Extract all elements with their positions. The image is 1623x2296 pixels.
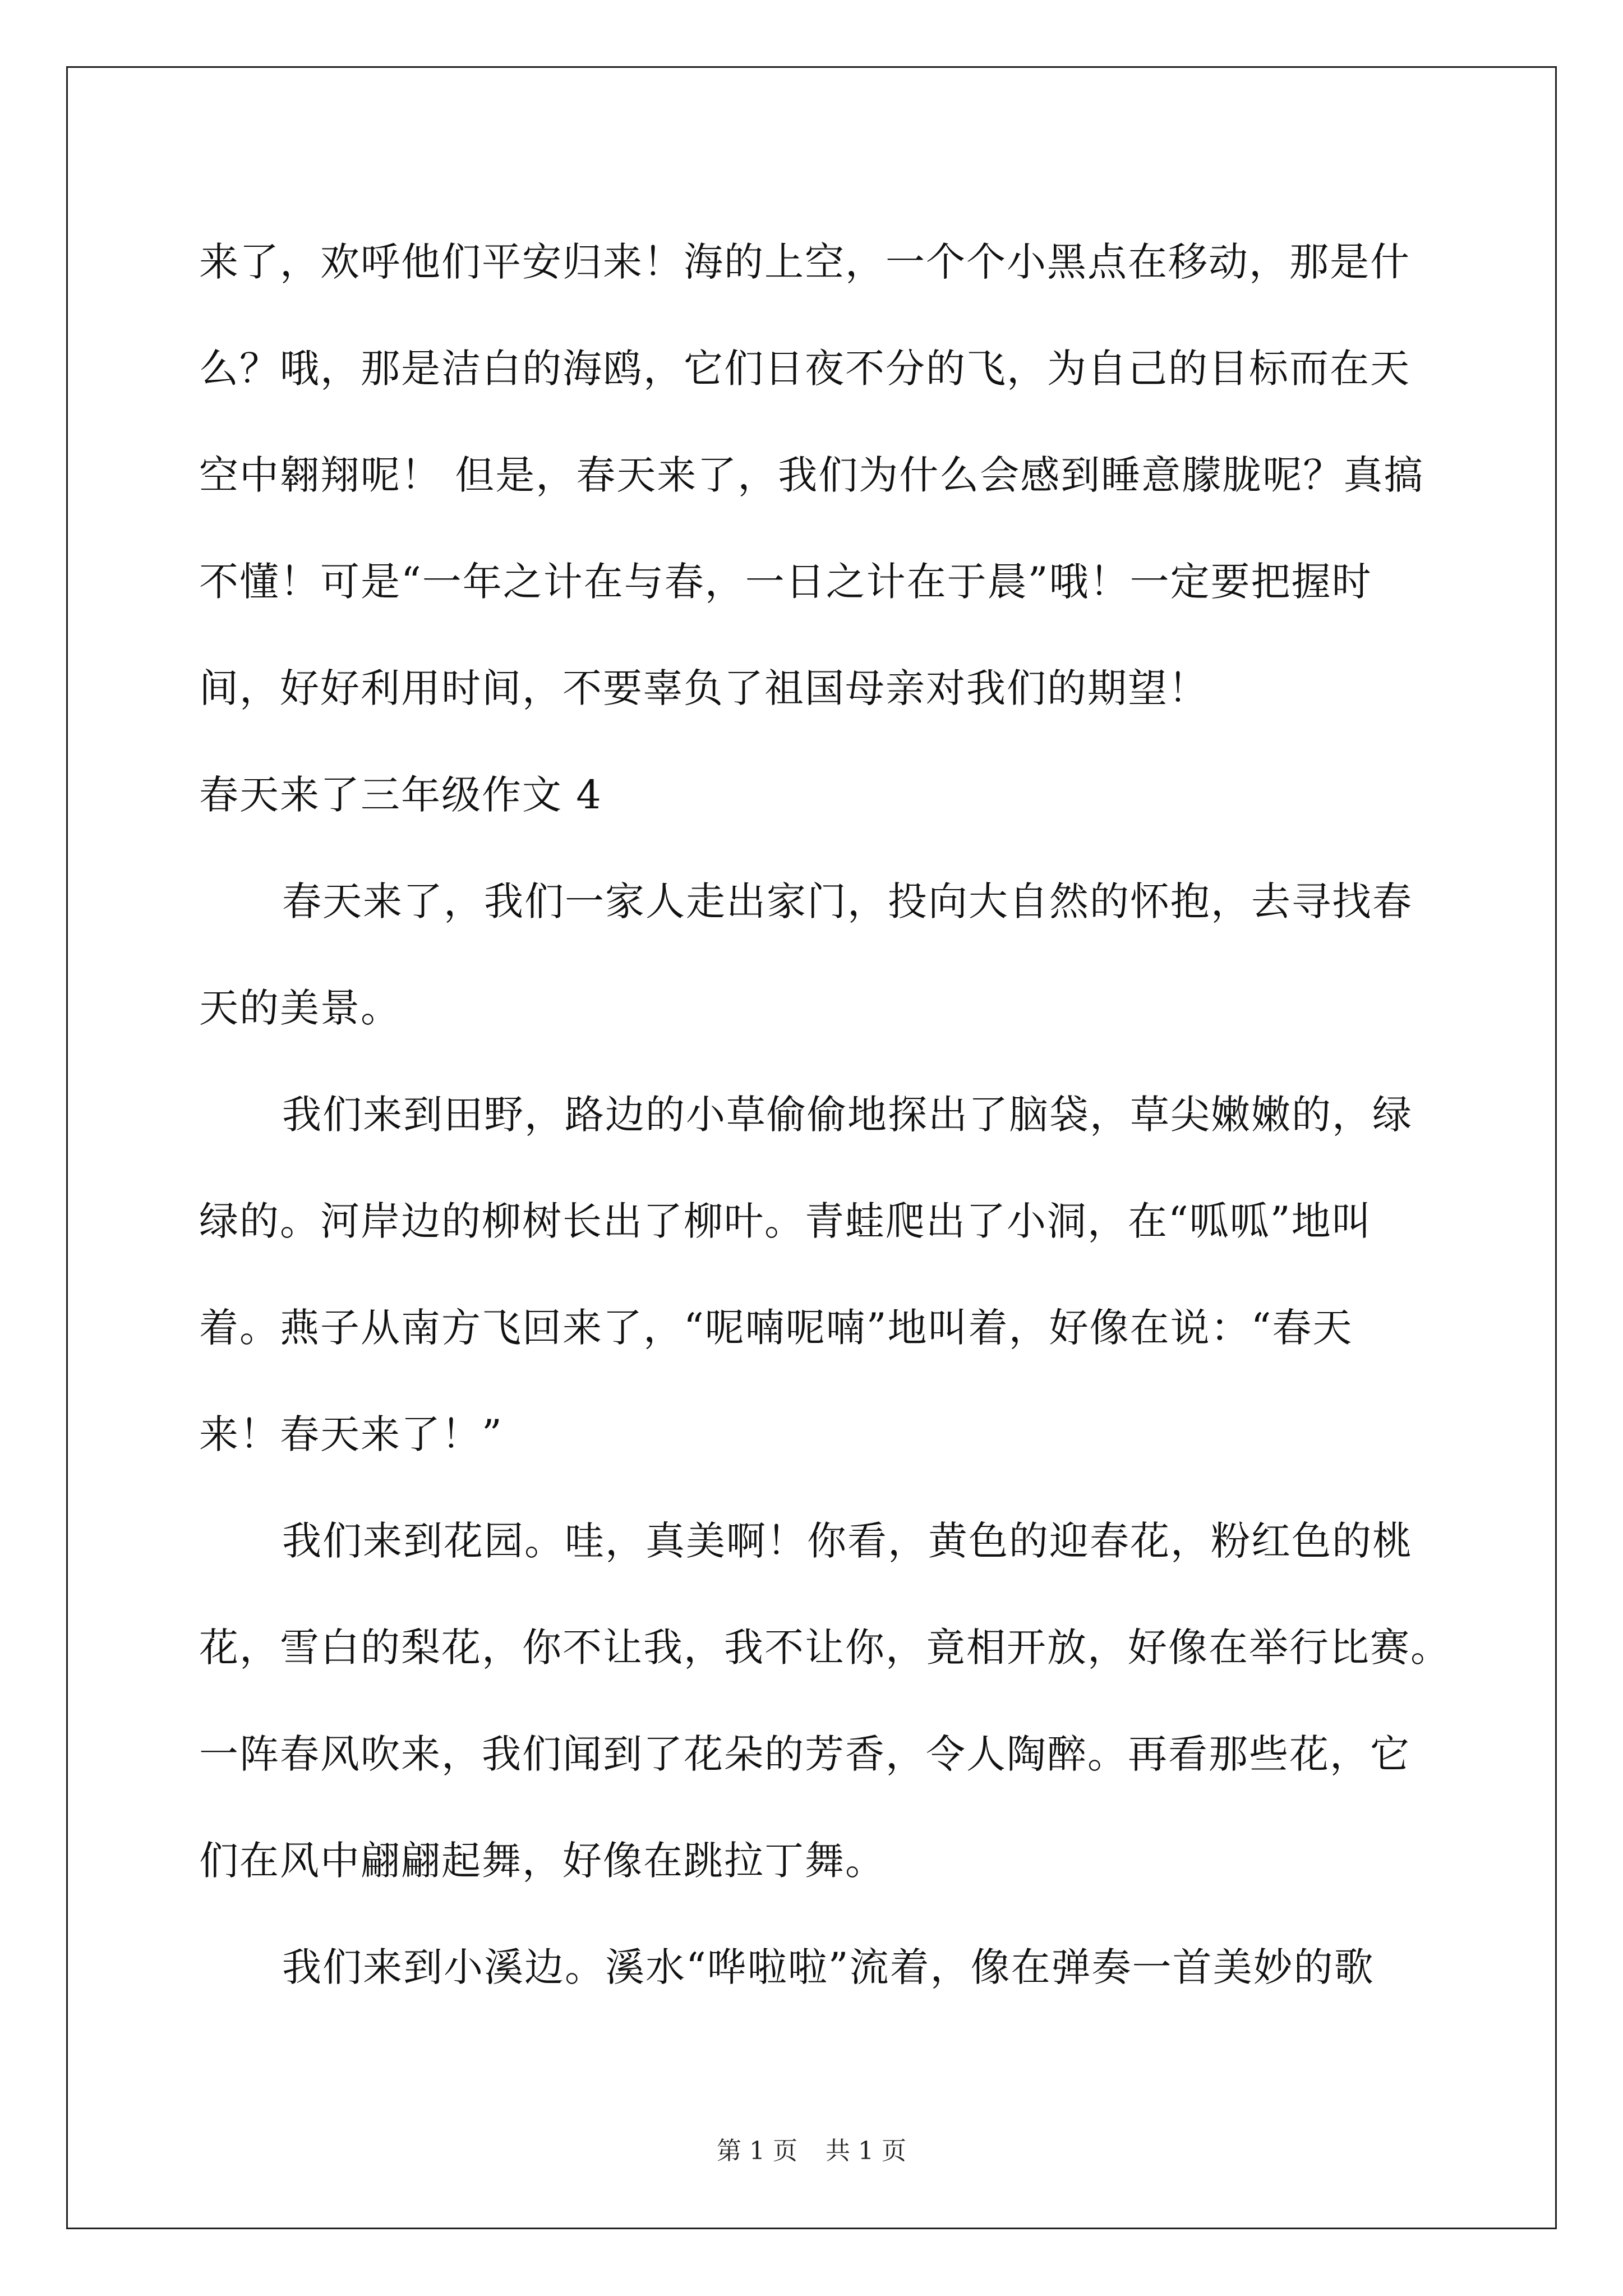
text-line: 我们来到田野，路边的小草偷偷地探出了脑袋，草尖嫩嫩的，绿 <box>282 1092 1413 1138</box>
text-line: 春天来了，我们一家人走出家门，投向大自然的怀抱，去寻找春 <box>282 878 1413 924</box>
text-line: 绿的。河岸边的柳树长出了柳叶。青蛙爬出了小洞，在“呱呱”地叫 <box>199 1198 1372 1244</box>
text-line: 我们来到小溪边。溪水“哗啦啦”流着，像在弹奏一首美妙的歌 <box>282 1944 1375 1990</box>
document-body <box>199 209 1451 2021</box>
text-line: 花，雪白的梨花，你不让我，我不让你，竟相开放，好像在举行比赛。 <box>199 1625 1451 1671</box>
text-line: 间，好好利用时间，不要辜负了祖国母亲对我们的期望！ <box>199 665 1209 711</box>
page-number-total: 共 1 页 <box>826 2137 906 2165</box>
text-line: 来了，欢呼他们平安归来！海的上空，一个个小黑点在移动，那是什 <box>199 239 1410 285</box>
page-footer <box>0 2134 1623 2168</box>
text-line: 们在风中翩翩起舞，好像在跳拉丁舞。 <box>199 1838 886 1884</box>
text-line: 我们来到花园。哇，真美啊！你看，黄色的迎春花，粉红色的桃 <box>282 1518 1413 1564</box>
text-line: 着。燕子从南方飞回来了，“呢喃呢喃”地叫着，好像在说：“春天 <box>199 1305 1353 1351</box>
text-line: 空中翱翔呢！ 但是，春天来了，我们为什么会感到睡意朦胧呢？真搞 <box>199 452 1424 498</box>
text-line: 不懂！可是“一年之计在与春，一日之计在于晨”哦！一定要把握时 <box>199 559 1372 605</box>
text-line: 来！春天来了！” <box>199 1411 503 1457</box>
section-heading: 春天来了三年级作文 4 <box>199 772 602 818</box>
text-line: 一阵春风吹来，我们闻到了花朵的芳香，令人陶醉。再看那些花，它 <box>199 1731 1410 1777</box>
page-number-current: 第 1 页 <box>717 2137 797 2165</box>
text-line: 么？哦，那是洁白的海鸥，它们日夜不分的飞，为自己的目标而在天 <box>199 346 1410 392</box>
text-line: 天的美景。 <box>199 985 401 1031</box>
